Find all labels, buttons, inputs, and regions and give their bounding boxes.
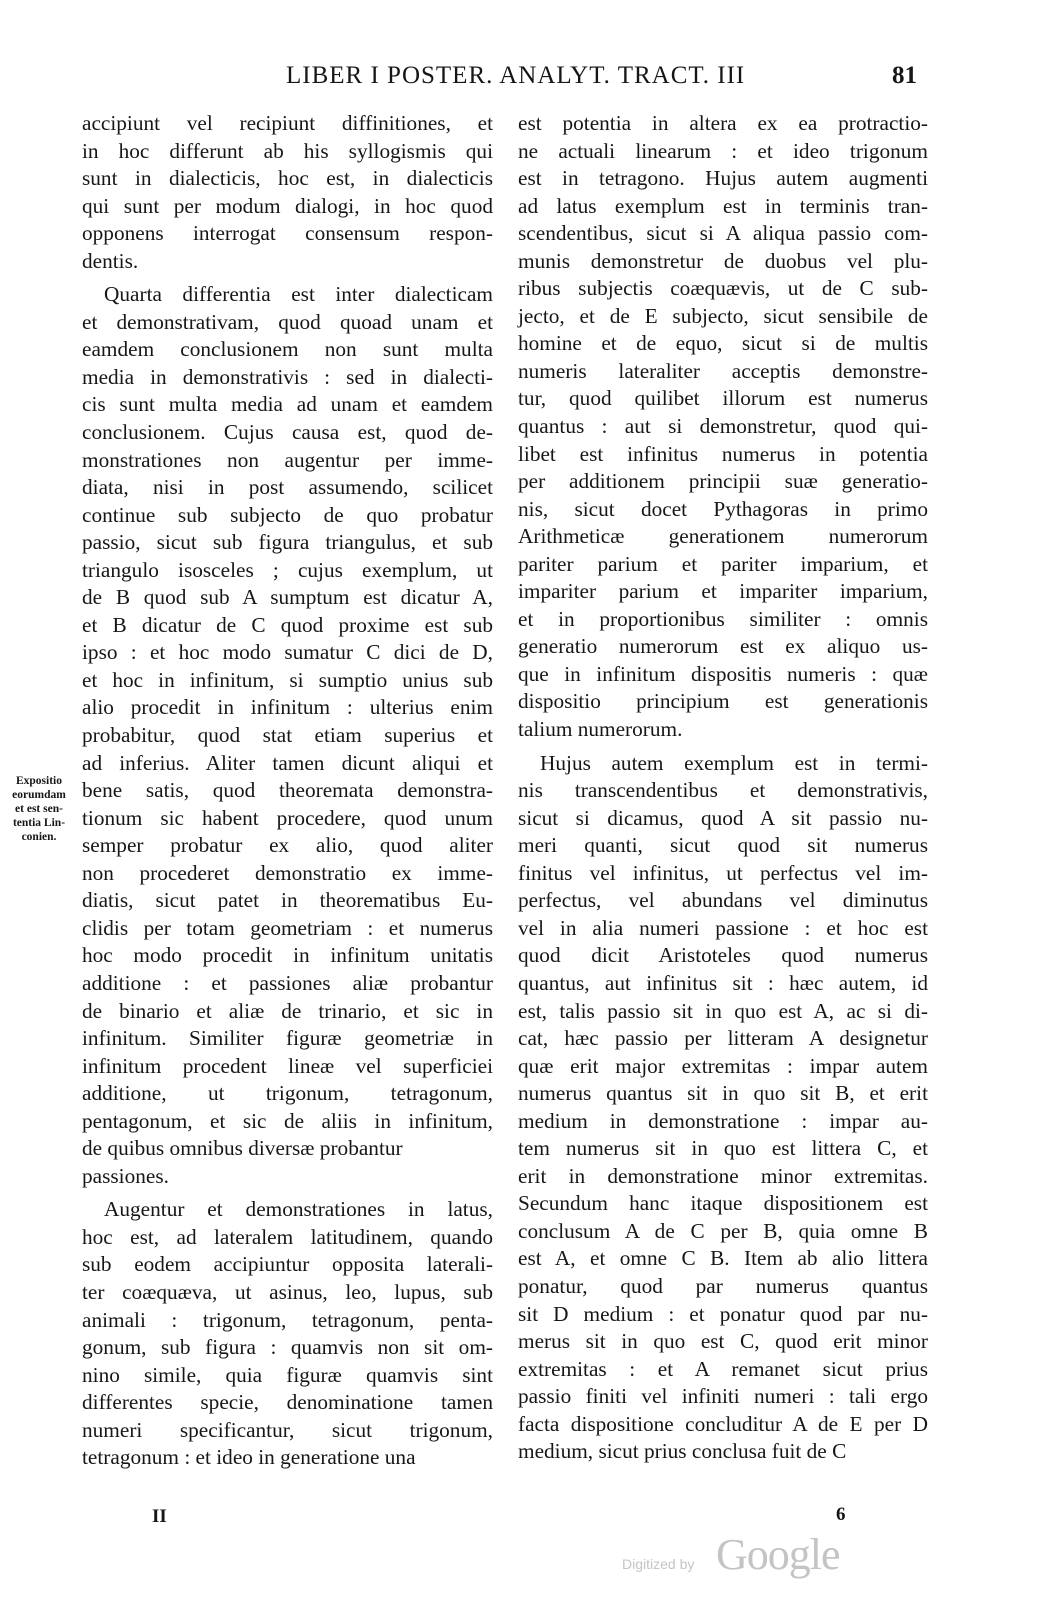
text-line: pariter parium et pariter imparium, et (518, 551, 928, 576)
text-line: ne actuali linearum : et ideo trigonum (518, 138, 928, 163)
margin-note-line: eorumdam (12, 789, 66, 801)
text-line: animali : trigonum, tetragonum, penta- (82, 1307, 493, 1332)
text-line: numeri specificantur, sicut trigonum, (82, 1417, 493, 1442)
text-line: et hoc in infinitum, si sumptio unius sub (82, 667, 493, 692)
text-line: additione, ut trigonum, tetragonum, (82, 1081, 493, 1106)
text-line: de B quod sub A sumptum est dicatur A, (82, 585, 493, 610)
text-line: Quarta differentia est inter dialecticam (104, 282, 493, 307)
text-line: infinitum. Similiter figuræ geometriæ in (82, 1026, 493, 1051)
running-title: LIBER I POSTER. ANALYT. TRACT. III (286, 62, 746, 89)
text-line: nis transcendentibus et demonstrativis, (518, 778, 928, 803)
text-line: alio procedit in infinitum : ulterius enim (82, 695, 493, 720)
text-line: bene satis, quod theoremata demonstra- (82, 778, 493, 803)
text-line: semper probatur ex alio, quod aliter (82, 833, 493, 858)
text-line: finitus vel infinitus, ut perfectus vel im- (518, 860, 928, 885)
text-line: continue sub subjecto de quo probatur (82, 502, 493, 527)
text-line: per additionem principii suæ generatio- (518, 469, 928, 494)
text-line: medium, sicut prius conclusa fuit de C (518, 1439, 847, 1464)
text-line: ribus subjectis coæquævis, ut de C sub- (518, 276, 928, 301)
text-line: impariter parium et impariter imparium, (518, 579, 928, 604)
signature-mark-right: 6 (836, 1504, 846, 1525)
text-line: dentis. (82, 248, 139, 273)
text-line: quantus, aut infinitus sit : hæc autem, id (518, 970, 928, 995)
text-line: passio finiti vel infiniti numeri : tali ergo (518, 1384, 928, 1409)
text-line: jecto, et de E subjecto, sicut sensibile de (518, 303, 928, 328)
text-line: quantus : aut si demonstretur, quod qui- (518, 414, 928, 439)
text-line: additione : et passiones aliæ probantur (82, 970, 493, 995)
text-line: media in demonstrativis : sed in dialecti- (82, 364, 493, 389)
text-line: diata, nisi in post assumendo, scilicet (82, 475, 493, 500)
text-line: tem numerus sit in quo est littera C, et (518, 1136, 928, 1161)
text-line: et in proportionibus similiter : omnis (518, 606, 928, 631)
text-line: ad latus exemplum est in terminis tran- (518, 193, 928, 218)
text-line: qui sunt per modum dialogi, in hoc quod (82, 193, 493, 218)
text-line: erit in demonstratione minor extremitas. (518, 1163, 928, 1188)
text-line: scendentibus, sicut si A aliqua passio com- (518, 221, 928, 246)
text-line: de binario et aliæ de trinario, et sic in (82, 998, 493, 1023)
text-line: ponatur, quod par numerus quantus (518, 1273, 928, 1298)
text-line: est A, et omne C B. Item ab alio littera (518, 1246, 928, 1271)
page-number: 81 (892, 62, 917, 89)
text-line: Arithmeticæ generationem numerorum (518, 524, 928, 549)
text-line: facta dispositione concluditur A de E per D (518, 1411, 928, 1436)
text-line: generatio numerorum est ex aliquo us- (518, 634, 928, 659)
text-line: monstrationes non augentur per imme- (82, 447, 493, 472)
text-line: munis demonstretur de duobus vel plu- (518, 248, 928, 273)
text-line: quæ erit major extremitas : impar autem (518, 1053, 928, 1078)
text-line: diatis, sicut patet in theorematibus Eu- (82, 888, 493, 913)
text-line: Secundum hanc itaque dispositionem est (518, 1191, 928, 1216)
text-line: nis, sicut docet Pythagoras in primo (518, 496, 928, 521)
text-line: vel in alia numeri passione : et hoc est (518, 915, 928, 940)
text-line: passio, sicut sub figura triangulus, et sub (82, 530, 493, 555)
text-line: numeris lateraliter acceptis demonstre- (518, 358, 928, 383)
signature-mark-left: II (152, 1506, 167, 1527)
text-line: passiones. (82, 1163, 169, 1188)
text-line: cat, hæc passio per litteram A designetur (518, 1026, 928, 1051)
text-line: est, talis passio sit in quo est A, ac si di- (518, 998, 928, 1023)
text-line: ad inferius. Aliter tamen dicunt aliqui et (82, 750, 493, 775)
text-line: perfectus, vel abundans vel diminutus (518, 888, 928, 913)
text-line: gonum, sub figura : quamvis non sit om- (82, 1335, 493, 1360)
margin-note-line: Expositio (15, 775, 62, 787)
text-line: est in tetragono. Hujus autem augmenti (518, 166, 928, 191)
text-line: conclusionem. Cujus causa est, quod de- (82, 420, 493, 445)
text-line: sunt in dialecticis, hoc est, in dialecticis (82, 166, 493, 191)
text-line: talium numerorum. (518, 717, 683, 742)
text-line: eamdem conclusionem non sunt multa (82, 337, 493, 362)
margin-note (4, 774, 74, 844)
google-logo: Google (716, 1530, 840, 1579)
watermark-digitized-text: Digitized by (622, 1556, 695, 1572)
text-line: ter coæquæva, ut asinus, leo, lupus, sub (82, 1279, 493, 1304)
text-line: de quibus omnibus diversæ probantur (82, 1136, 403, 1161)
text-line: cis sunt multa media ad unam et eamdem (82, 392, 493, 417)
text-line: que in infinitum dispositis numeris : quæ (518, 661, 928, 686)
margin-note-line: et est sen- (15, 803, 63, 815)
text-line: differentes specie, denominatione tamen (82, 1390, 493, 1415)
text-line: et demonstrativam, quod quoad unam et (82, 309, 493, 334)
text-line: non procederet demonstratio ex imme- (82, 860, 493, 885)
margin-note-line: conien. (21, 831, 57, 843)
google-watermark (622, 1530, 842, 1585)
right-text-column (518, 110, 928, 1466)
text-line: probabitur, quod stat etiam superius et (82, 723, 493, 748)
left-text-column (82, 110, 493, 1472)
running-header (0, 62, 1060, 96)
text-line: tur, quod quilibet illorum est numerus (518, 386, 928, 411)
text-line: quod dicit Aristoteles quod numerus (518, 943, 928, 968)
text-line: sit D medium : et ponatur quod par nu- (518, 1301, 928, 1326)
text-line: pentagonum, et sic de aliis in infinitum, (82, 1108, 493, 1133)
text-line: medium in demonstratione : impar au- (518, 1108, 928, 1133)
text-line: ipso : et hoc modo sumatur C dici de D, (82, 640, 493, 665)
text-line: tionum sic habent procedere, quod unum (82, 805, 493, 830)
text-line: Hujus autem exemplum est in termi- (540, 750, 928, 775)
text-line: tetragonum : et ideo in generatione una (82, 1445, 416, 1470)
text-line: merus sit in quo est C, quod erit minor (518, 1329, 928, 1354)
text-line: dispositio principium est generationis (518, 689, 928, 714)
text-line: in hoc differunt ab his syllogismis qui (82, 138, 493, 163)
text-line: et B dicatur de C quod proxime est sub (82, 612, 493, 637)
text-line: est potentia in altera ex ea protractio- (518, 111, 928, 135)
text-line: extremitas : et A remanet sicut prius (518, 1356, 928, 1381)
text-line: meri quanti, sicut quod sit numerus (518, 833, 928, 858)
text-line: infinitum procedent lineæ vel superficiei (82, 1053, 493, 1078)
text-line: libet est infinitus numerus in potentia (518, 441, 928, 466)
text-line: clidis per totam geometriam : et numerus (82, 915, 493, 940)
text-line: opponens interrogat consensum respon- (82, 221, 493, 246)
margin-note-line: tentia Lin- (12, 817, 66, 829)
text-line: hoc modo procedit in infinitum unitatis (82, 943, 493, 968)
text-line: hoc est, ad lateralem latitudinem, quando (82, 1224, 493, 1249)
text-line: conclusum A de C per B, quia omne B (518, 1218, 928, 1243)
text-line: numerus quantus sit in quo sit B, et erit (518, 1081, 928, 1106)
text-line: homine et de equo, sicut si de multis (518, 331, 928, 356)
text-line: triangulo isosceles ; cujus exemplum, ut (82, 557, 493, 582)
text-line: sub eodem accipiuntur opposita laterali- (82, 1252, 493, 1277)
text-line: sicut si dicamus, quod A sit passio nu- (518, 805, 928, 830)
text-line: nino simile, quia figuræ quamvis sint (82, 1362, 493, 1387)
text-line: accipiunt vel recipiunt diffinitiones, et (82, 111, 493, 135)
text-line: Augentur et demonstrationes in latus, (104, 1197, 493, 1222)
